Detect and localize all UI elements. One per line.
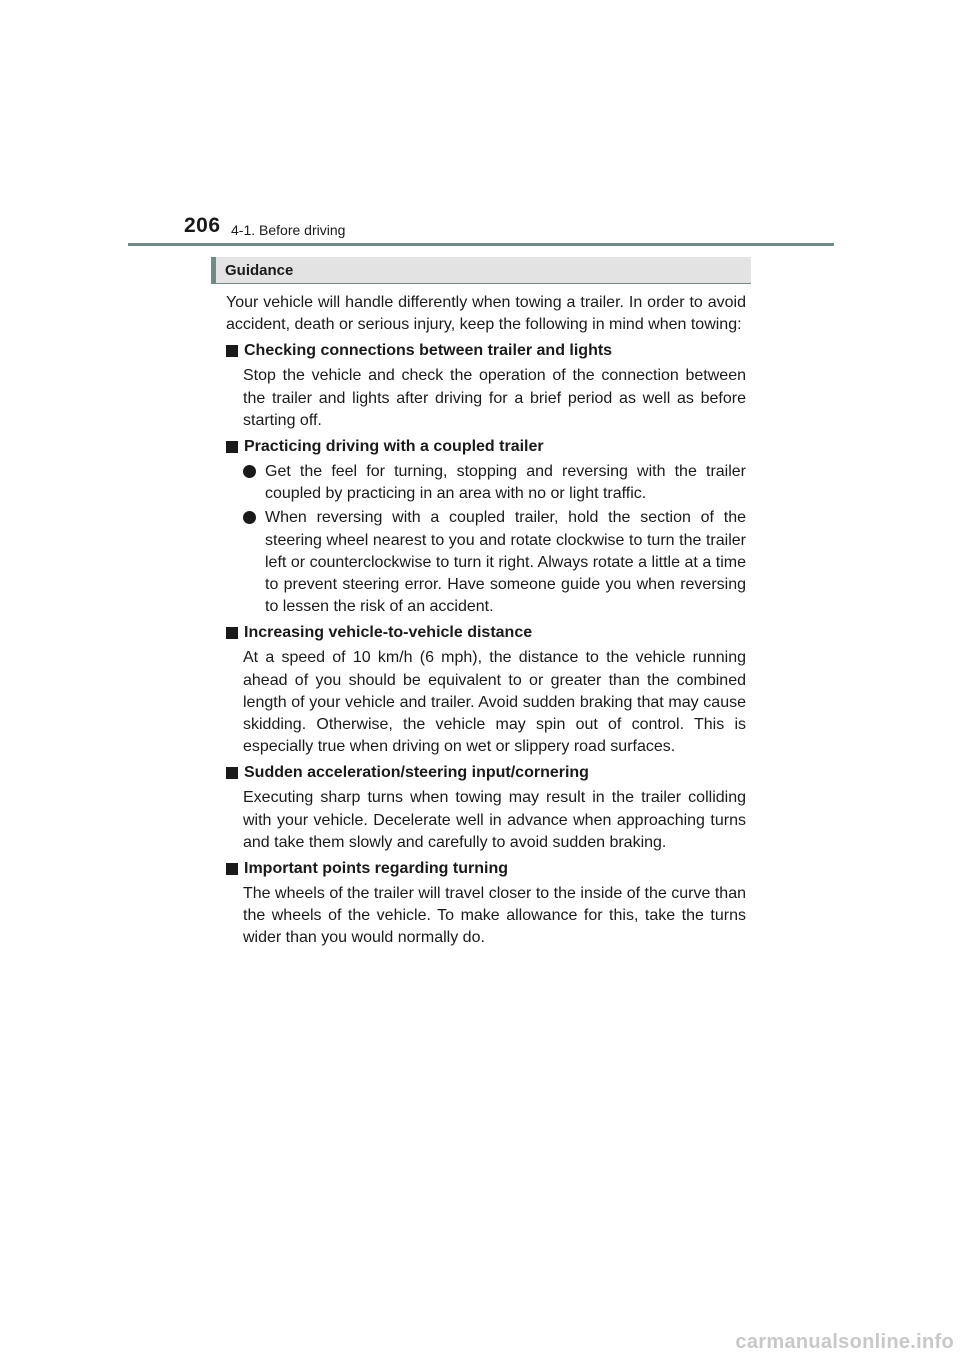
section-title: Important points regarding turning: [244, 859, 508, 877]
section-title: Practicing driving with a coupled trailer: [244, 437, 544, 455]
square-bullet-icon: [226, 863, 238, 875]
section-heading: [226, 436, 746, 458]
bullet-list: [226, 461, 746, 618]
circle-bullet-icon: [243, 465, 256, 478]
section-body-wrap: [226, 647, 746, 758]
watermark: carmanualsonline.info: [735, 1331, 954, 1353]
page-number: 206: [184, 214, 221, 237]
section-body: Executing sharp turns when towing may result in the trailer colliding with your vehicle. Decelerate well in advance when approaching turns and take them slowly and carefully to avoid sudden braking.: [243, 789, 746, 851]
guidance-content: [226, 292, 746, 950]
section-title: Increasing vehicle-to-vehicle distance: [244, 624, 533, 642]
list-item-text: When reversing with a coupled trailer, hold the section of the steering wheel nearest to you and rotate clockwise to turn the trailer left or counterclockwise to turn it right. Always rotate a little at a time to prevent steering error. Have someone guide you when reversing to lessen the risk of an accident.: [265, 509, 746, 616]
square-bullet-icon: [226, 441, 238, 453]
guidance-title: Guidance: [225, 262, 294, 279]
section-body-wrap: [226, 365, 746, 432]
section-heading: [226, 762, 746, 784]
list-item: [243, 461, 746, 505]
section-body: At a speed of 10 km/h (6 mph), the distance to the vehicle running ahead of you should be equivalent to or greater than the combined length of your vehicle and trailer. Avoid sudden braking that may cause skidding. Otherwise, the vehicle may spin out of control. This is especially true when driving on wet or slippery road surfaces.: [243, 649, 746, 756]
guidance-intro: Your vehicle will handle differently when towing a trailer. In order to avoid accident, death or serious injury, keep the following in mind when towing:: [226, 294, 746, 334]
section-heading: [226, 858, 746, 880]
guidance-heading-bar: [211, 257, 751, 284]
list-item: [243, 507, 746, 618]
list-item-text: Get the feel for turning, stopping and reversing with the trailer coupled by practicing in an area with no or light traffic.: [265, 463, 746, 503]
square-bullet-icon: [226, 627, 238, 639]
section-title: Checking connections between trailer and lights: [244, 342, 613, 360]
square-bullet-icon: [226, 767, 238, 779]
section-turning: [226, 858, 746, 950]
circle-bullet-icon: [243, 511, 256, 524]
section-heading: [226, 622, 746, 644]
guidance-accent: [211, 257, 216, 283]
square-bullet-icon: [226, 345, 238, 357]
section-body: Stop the vehicle and check the operation of the connection between the trailer and lights after driving for a brief period as well as before starting off.: [243, 367, 746, 429]
section-practicing-driving: [226, 436, 746, 618]
section-title: Sudden acceleration/steering input/cornering: [244, 764, 589, 782]
section-body-wrap: [226, 883, 746, 950]
section-sudden-acceleration: [226, 762, 746, 854]
section-body-wrap: [226, 787, 746, 854]
section-vehicle-distance: [226, 622, 746, 758]
section-trailer-lights: [226, 340, 746, 432]
header-rule: [128, 243, 834, 246]
section-heading: [226, 340, 746, 362]
section-reference: 4-1. Before driving: [231, 222, 346, 238]
section-body: The wheels of the trailer will travel closer to the inside of the curve than the wheels of the vehicle. To make allowance for this, take the turns wider than you would normally do.: [243, 885, 746, 947]
